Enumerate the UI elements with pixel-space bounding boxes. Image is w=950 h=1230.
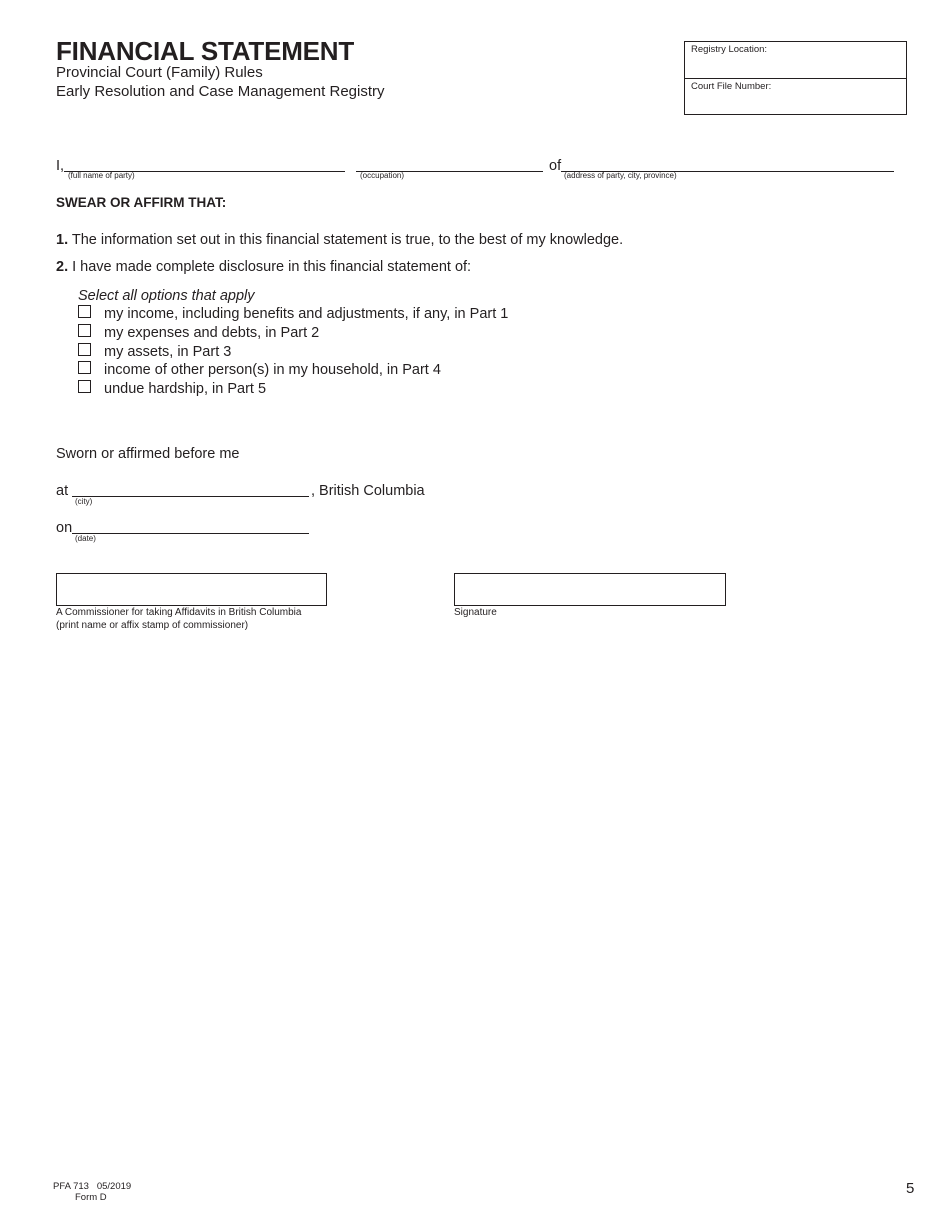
statement-1-number: 1. bbox=[56, 232, 69, 248]
of-label: of bbox=[549, 158, 562, 174]
statement-1-text: The information set out in this financial statement is true, to the best of my knowledge. bbox=[68, 232, 624, 248]
option-expenses-debts-label: my expenses and debts, in Part 2 bbox=[104, 325, 320, 341]
occupation-input[interactable] bbox=[358, 155, 542, 171]
on-label: on bbox=[56, 520, 73, 536]
court-file-number-label: Court File Number: bbox=[691, 81, 772, 92]
city-line bbox=[72, 496, 309, 497]
court-file-number-input[interactable] bbox=[691, 96, 896, 112]
signature-box[interactable] bbox=[454, 573, 726, 606]
party-name-caption: (full name of party) bbox=[68, 171, 135, 180]
city-input[interactable] bbox=[74, 480, 308, 496]
party-prefix: I, bbox=[56, 158, 65, 174]
form-subtitle-rules: Provincial Court (Family) Rules bbox=[56, 64, 263, 81]
option-undue-hardship-label: undue hardship, in Part 5 bbox=[104, 381, 267, 397]
form-subtitle-registry: Early Resolution and Case Management Registry bbox=[56, 83, 385, 100]
checkbox-expenses-debts[interactable] bbox=[78, 324, 91, 337]
footer-form-name: Form D bbox=[75, 1192, 107, 1203]
registry-location-label: Registry Location: bbox=[691, 44, 768, 55]
sworn-intro: Sworn or affirmed before me bbox=[56, 446, 240, 462]
statement-1 bbox=[56, 231, 623, 249]
form-title: FINANCIAL STATEMENT bbox=[56, 36, 355, 66]
checkbox-income[interactable] bbox=[78, 305, 91, 318]
signature-caption: Signature bbox=[454, 607, 497, 618]
footer-form-code: PFA 713 05/2019 bbox=[53, 1181, 132, 1192]
options-instruction: Select all options that apply bbox=[78, 288, 255, 304]
commissioner-caption-2: (print name or affix stamp of commissioner) bbox=[56, 620, 249, 631]
checkbox-undue-hardship[interactable] bbox=[78, 380, 91, 393]
occupation-caption: (occupation) bbox=[360, 171, 405, 180]
swear-heading: SWEAR OR AFFIRM THAT: bbox=[56, 195, 227, 210]
registry-info-box bbox=[684, 41, 907, 115]
at-label: at bbox=[56, 483, 69, 499]
option-household-income-label: income of other person(s) in my household, in Part 4 bbox=[104, 362, 441, 378]
checkbox-assets[interactable] bbox=[78, 343, 91, 356]
address-caption: (address of party, city, province) bbox=[564, 171, 677, 180]
party-name-input[interactable] bbox=[66, 155, 344, 171]
commissioner-box[interactable] bbox=[56, 573, 327, 606]
option-assets-label: my assets, in Part 3 bbox=[104, 344, 232, 360]
date-caption: (date) bbox=[75, 534, 96, 543]
date-line bbox=[72, 533, 309, 534]
page-number: 5 bbox=[906, 1180, 915, 1197]
date-input[interactable] bbox=[74, 517, 308, 533]
registry-location-input[interactable] bbox=[691, 59, 896, 75]
statement-2-text: I have made complete disclosure in this financial statement of: bbox=[68, 259, 472, 275]
checkbox-household-income[interactable] bbox=[78, 361, 91, 374]
option-income-label: my income, including benefits and adjustments, if any, in Part 1 bbox=[104, 306, 509, 322]
statement-2 bbox=[56, 258, 471, 276]
address-input[interactable] bbox=[563, 155, 893, 171]
province-suffix: , British Columbia bbox=[311, 483, 425, 499]
statement-2-number: 2. bbox=[56, 259, 69, 275]
city-caption: (city) bbox=[75, 497, 93, 506]
commissioner-caption-1: A Commissioner for taking Affidavits in British Columbia bbox=[56, 607, 302, 618]
